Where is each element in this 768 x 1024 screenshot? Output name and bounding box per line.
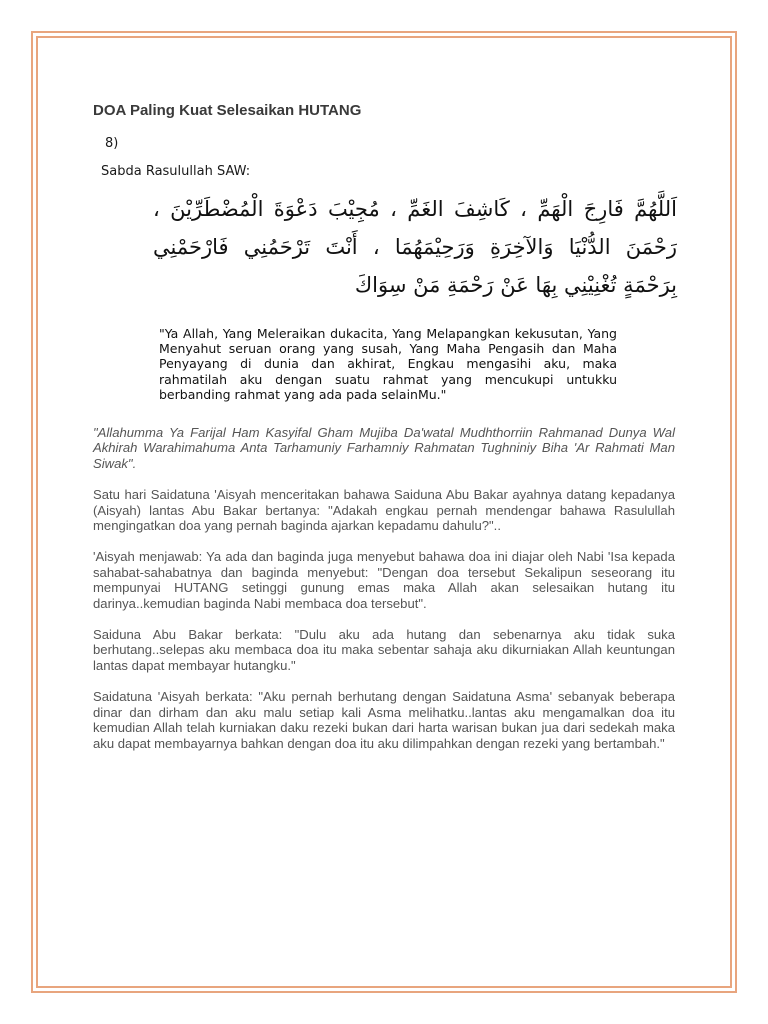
transliteration-paragraph: "Allahumma Ya Farijal Ham Kasyifal Gham Mujiba Da'watal Mudhthorriin Rahmanad Dunya Wal Akhirah Warahimahuma Anta Tarhamuniy Farhamniy Rahmatan Tughniniy Biha 'Ar Rahmati Man Siwak". [93,425,675,471]
prayer-translation: "Ya Allah, Yang Meleraikan dukacita, Yang Melapangkan kekusutan, Yang Menyahut seruan orang yang susah, Yang Maha Pengasih dan Maha Penyayang di dunia dan akhirat, Engkau mengasihi aku, maka rahmatilah aku dengan suatu rahmat yang mencukupi untukku berbanding rahmat yang ada pada selainMu." [159,326,617,402]
item-number: 8) [105,136,119,151]
document-content [93,100,675,767]
story-paragraph-3: Saiduna Abu Bakar berkata: "Dulu aku ada hutang dan sebenarnya aku tidak suka berhutang..selepas aku membaca doa itu maka sebentar sahaja aku dikurniakan Allah keuntungan lantas dapat membayar hutangku." [93,627,675,673]
arabic-prayer-text: اَللَّهُمَّ فَارِجَ الْهَمِّ ، كَاشِفَ الغَمِّ ، مُجِيْبَ دَعْوَةَ الْمُضْطَرِّيْنَ ، رَحْمَنَ الدُّنْيَا وَالآخِرَةِ وَرَحِيْمَهُمَا ، أَنْتَ تَرْحَمُنِي فَارْحَمْنِي بِرَحْمَةٍ تُغْنِيْنِي بِهَا عَنْ رَحْمَةِ مَنْ سِوَاكَ [153,197,677,297]
story-paragraph-4: Saidatuna 'Aisyah berkata: "Aku pernah berhutang dengan Saidatuna Asma' sebanyak beberapa dinar dan dirham dan aku malu setiap kali Asma melihatku..lantas aku mengamalkan doa itu kemudian Allah telah kurniakan daku rezeki bukan dari harta warisan bukan jua dari sedekah maka aku dapat membayarnya bahkan dengan doa itu aku dilimpahkan dengan rezeki yang bertambah." [93,689,675,751]
scanned-prayer-image [101,136,677,402]
story-paragraph-1: Satu hari Saidatuna 'Aisyah menceritakan bahawa Saiduna Abu Bakar ayahnya datang kepadanya (Aisyah) lantas Abu Bakar bertanya: "Adakah engkau pernah mendengar bahawa Rasulullah mengingatkan doa yang pernah baginda ajarkan kepadamu dahulu?".. [93,487,675,534]
page-title: DOA Paling Kuat Selesaikan HUTANG [93,102,362,119]
sabda-label: Sabda Rasulullah SAW: [101,164,251,179]
story-paragraph-2: 'Aisyah menjawab: Ya ada dan baginda juga menyebut bahawa doa ini diajar oleh Nabi 'Isa kepada sahabat-sahabatnya dan baginda menyebut: "Dengan doa tersebut Sekalipun seseorang itu mempunyai HUTANG setinggi gunung emas maka Allah akan selesaikan hutang itu darinya..kemudian baginda Nabi membaca doa tersebut". [93,549,675,611]
